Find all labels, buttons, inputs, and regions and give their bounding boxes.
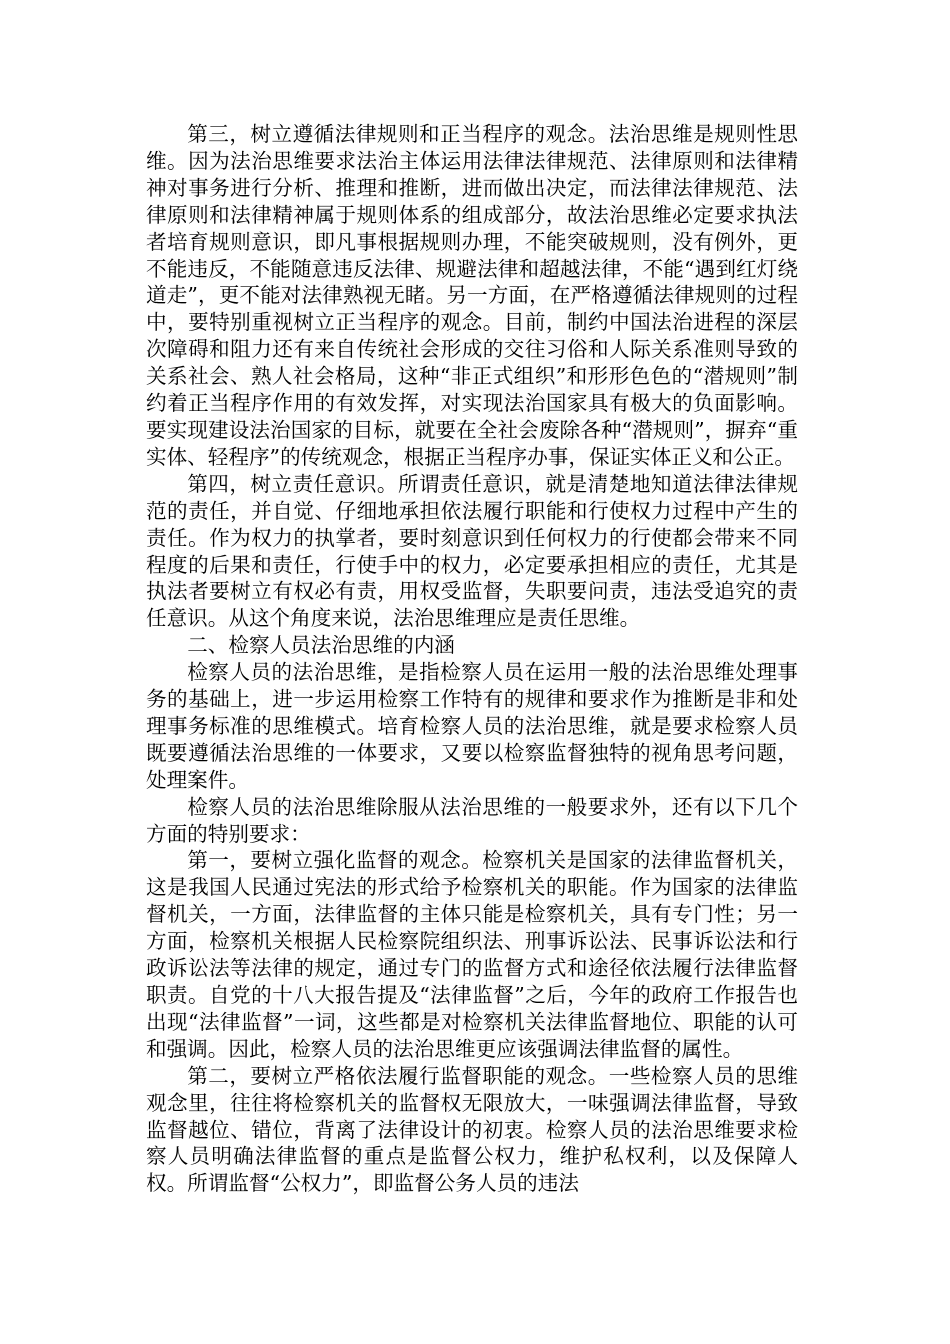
paragraph-third-rules: 第三，树立遵循法律规则和正当程序的观念。法治思维是规则性思维。因为法治思维要求法治主体运用法律法律规范、法律原则和法律精神对事务进行分析、推理和推断，进而做出决定，而法律法律规范、法律原则和法律精神属于规则体系的组成部分，故法治思维必定要求执法者培育规则意识，即凡事根据规则办理，不能突破规则，没有例外，更不能违反，不能随意违反法律、规避法律和超越法律，不能“遇到红灯绕道走”，更不能对法律熟视无睹。另一方面，在严格遵循法律规则的过程中，要特别重视树立正当程序的观念。目前，制约中国法治进程的深层次障碍和阻力还有来自传统社会形成的交往习俗和人际关系准则导致的关系社会、熟人社会格局，这种“非正式组织”和形形色色的“潜规则”制约着正当程序作用的有效发挥，对实现法治国家具有极大的负面影响。要实现建设法治国家的目标，就要在全社会废除各种“潜规则”，摒弃“重实体、轻程序”的传统观念，根据正当程序办事，保证实体正义和公正。: [146, 122, 798, 469]
paragraph-special-requirements: 检察人员的法治思维除服从法治思维的一般要求外，还有以下几个方面的特别要求：: [146, 794, 798, 846]
section-heading: 二、检察人员法治思维的内涵: [187, 633, 455, 658]
paragraph-first-supervision: 第一，要树立强化监督的观念。检察机关是国家的法律监督机关，这是我国人民通过宪法的形式给予检察机关的职能。作为国家的法律监督机关，一方面，法律监督的主体只能是检察机关，具有专门性；另一方面，检察机关根据人民检察院组织法、刑事诉讼法、民事诉讼法和行政诉讼法等法律的规定，通过专门的监督方式和途径依法履行法律监督职责。自党的十八大报告提及“法律监督”之后，今年的政府工作报告也出现“法律监督”一词，这些都是对检察机关法律监督地位、职能的认可和强调。因此，检察人员的法治思维更应该强调法律监督的属性。: [146, 848, 798, 1061]
paragraph-second-lawful-duty: 第二，要树立严格依法履行监督职能的观念。一些检察人员的思维观念里，往往将检察机关的监督权无限放大，一味强调法律监督，导致监督越位、错位，背离了法律设计的初衷。检察人员的法治思维要求检察人员明确法律监督的重点是监督公权力，维护私权利，以及保障人权。所谓监督“公权力”，即监督公务人员的违法: [146, 1063, 798, 1196]
document-page: [146, 121, 798, 1197]
paragraph-definition: 检察人员的法治思维，是指检察人员在运用一般的法治思维处理事务的基础上，进一步运用检察工作特有的规律和要求作为推断是非和处理事务标准的思维模式。培育检察人员的法治思维，就是要求检察人员既要遵循法治思维的一体要求，又要以检察监督独特的视角思考问题，处理案件。: [146, 660, 798, 792]
paragraph-fourth-responsibility: 第四，树立责任意识。所谓责任意识，就是清楚地知道法律法律规范的责任，并自觉、仔细地承担依法履行职能和行使权力过程中产生的责任。作为权力的执掌者，要时刻意识到任何权力的行使都会带来不同程度的后果和责任，行使手中的权力，必定要承担相应的责任，尤其是执法者要树立有权必有责，用权受监督，失职要问责，违法受追究的责任意识。从这个角度来说，法治思维理应是责任思维。: [146, 471, 798, 631]
